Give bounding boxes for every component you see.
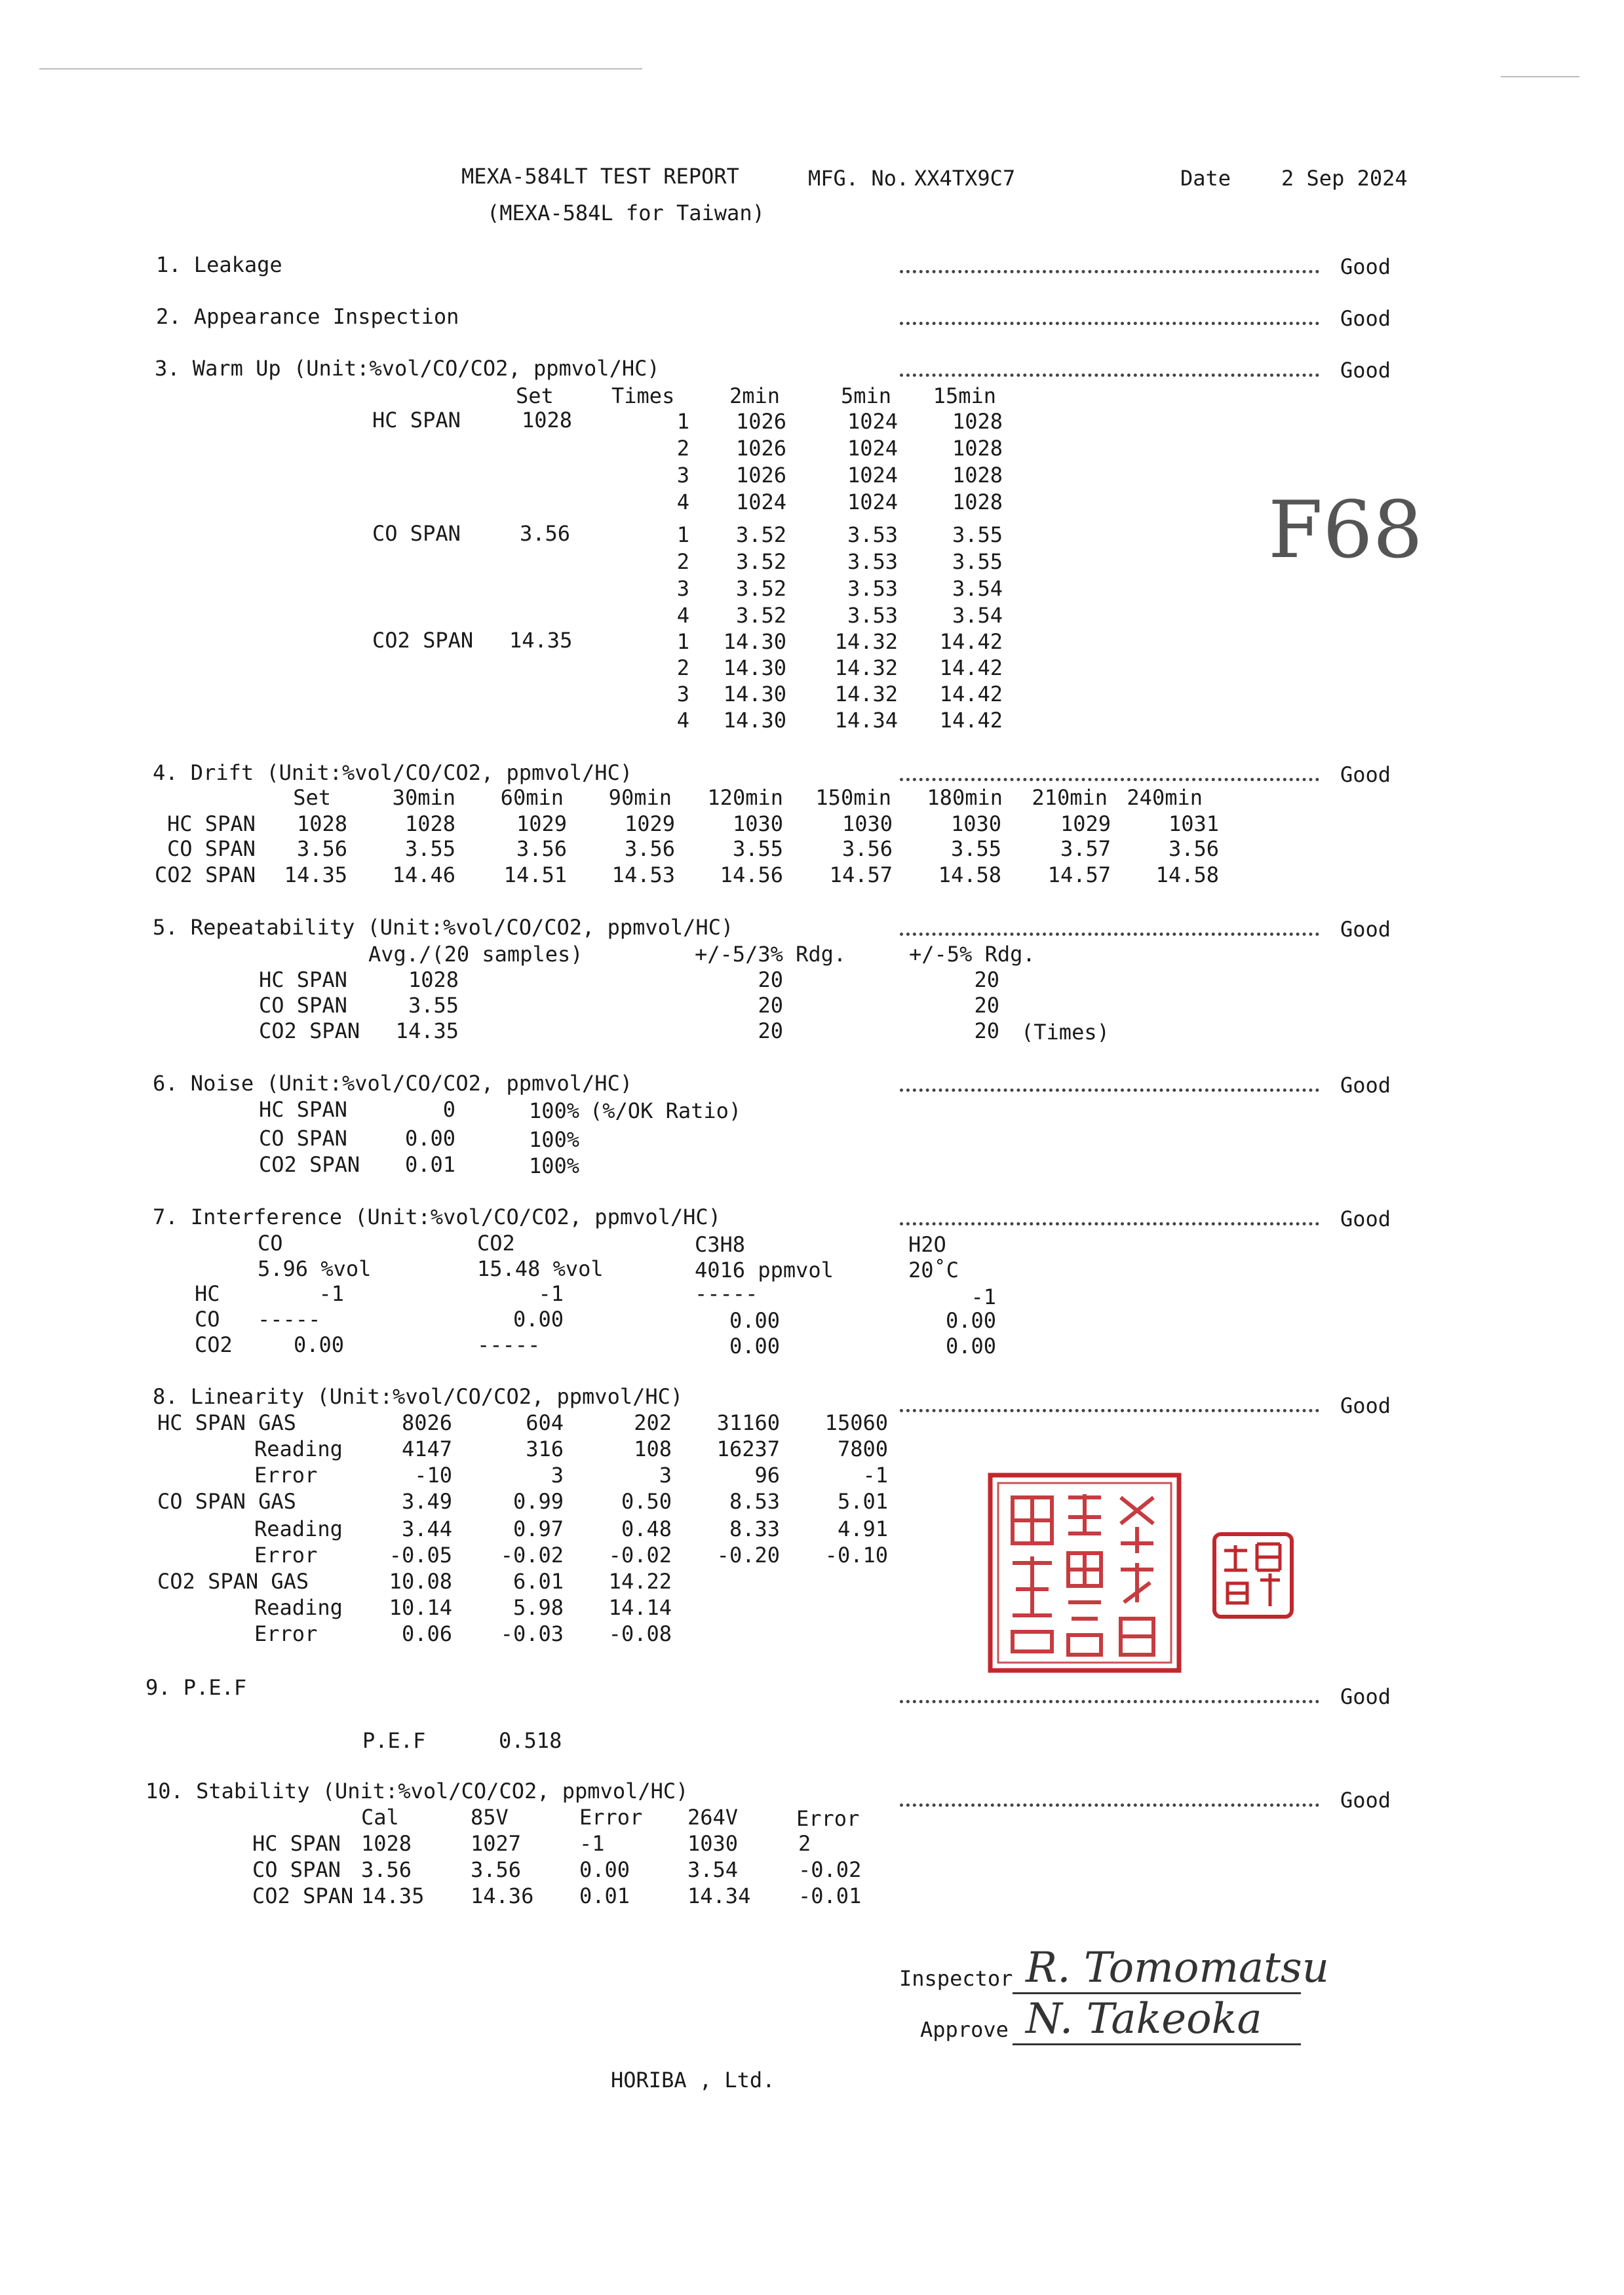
drift-header-cell: Set bbox=[293, 785, 331, 810]
value-cell: 3.52 bbox=[735, 576, 786, 601]
interf-cell: -1 bbox=[319, 1281, 344, 1306]
lin-cell: 0.50 bbox=[621, 1489, 672, 1514]
value-cell: 3.53 bbox=[847, 549, 898, 574]
lin-cell: 3.49 bbox=[401, 1489, 452, 1514]
dotted-leader bbox=[900, 1700, 1319, 1703]
dotted-leader bbox=[900, 933, 1319, 936]
stab-cell: -0.01 bbox=[798, 1883, 862, 1908]
drift-cell: 3.55 bbox=[950, 836, 1001, 861]
dotted-leader bbox=[900, 1803, 1319, 1807]
lin-cell: 8.53 bbox=[729, 1489, 780, 1514]
approver-signature-line bbox=[1013, 2043, 1301, 2045]
pef-label: P.E.F bbox=[362, 1728, 426, 1753]
report-title: MEXA-584LT TEST REPORT bbox=[461, 164, 739, 189]
error-label: Error bbox=[254, 1543, 318, 1568]
drift-cell: 1029 bbox=[1060, 811, 1111, 836]
noise-ratio: 100% bbox=[529, 1127, 580, 1152]
stab-cell: 2 bbox=[798, 1831, 811, 1856]
warmup-co2-span-label: CO2 SPAN bbox=[372, 628, 474, 653]
value-cell: 1024 bbox=[847, 490, 898, 514]
lin-cell: 5.01 bbox=[837, 1489, 888, 1514]
repeat-b: 20 bbox=[974, 967, 999, 992]
noise-row-label: CO2 SPAN bbox=[259, 1152, 360, 1177]
warmup-co-span-label: CO SPAN bbox=[372, 521, 461, 546]
repeat-a: 20 bbox=[758, 967, 783, 992]
lin-cell: -1 bbox=[862, 1463, 888, 1488]
warmup-co-set: 3.56 bbox=[520, 521, 571, 546]
value-cell: 14.42 bbox=[939, 629, 1003, 654]
value-cell: 3.52 bbox=[735, 522, 786, 547]
error-label: Error bbox=[254, 1463, 318, 1488]
drift-cell: 3.56 bbox=[516, 836, 567, 861]
noise-row-label: HC SPAN bbox=[259, 1097, 347, 1122]
drift-cell: 14.46 bbox=[392, 862, 455, 887]
interf-cell: 0.00 bbox=[945, 1308, 996, 1333]
lin-cell: -10 bbox=[414, 1463, 452, 1488]
result-good: Good bbox=[1340, 358, 1391, 383]
drift-cell: 1028 bbox=[404, 811, 455, 836]
lin-cell: 604 bbox=[526, 1410, 564, 1435]
stab-cell: 14.36 bbox=[471, 1883, 534, 1908]
section-appearance-title: 2. Appearance Inspection bbox=[156, 304, 459, 329]
linearity-block-label: CO2 SPAN GAS bbox=[157, 1569, 309, 1594]
drift-row-label: HC SPAN bbox=[167, 811, 256, 836]
interf-cell: 0.00 bbox=[512, 1307, 564, 1332]
lin-cell: 96 bbox=[754, 1463, 780, 1488]
drift-cell: 1029 bbox=[516, 811, 567, 836]
times-cell: 1 bbox=[676, 629, 689, 654]
lin-cell: 14.22 bbox=[608, 1569, 672, 1594]
result-good: Good bbox=[1340, 762, 1391, 787]
scan-artifact-top-right bbox=[1501, 76, 1579, 77]
interf-conc-c3h8: 4016 ppmvol bbox=[695, 1258, 834, 1282]
lin-cell: 3 bbox=[551, 1463, 564, 1488]
lin-cell: 5.98 bbox=[512, 1595, 564, 1620]
lin-cell: 108 bbox=[634, 1437, 672, 1461]
noise-value: 0.00 bbox=[404, 1126, 455, 1151]
personal-seal bbox=[1211, 1531, 1295, 1620]
stab-header-cell: Error bbox=[579, 1805, 643, 1830]
interf-conc-co: 5.96 %vol bbox=[258, 1256, 372, 1281]
value-cell: 1028 bbox=[952, 463, 1003, 488]
company-footer: HORIBA , Ltd. bbox=[611, 2068, 775, 2092]
drift-cell: 3.56 bbox=[624, 836, 675, 861]
value-cell: 1024 bbox=[847, 436, 898, 461]
drift-cell: 14.57 bbox=[829, 862, 893, 887]
lin-cell: -0.02 bbox=[608, 1543, 672, 1568]
reading-label: Reading bbox=[254, 1516, 343, 1541]
stab-header-cell: Cal bbox=[361, 1805, 399, 1830]
stab-cell: 0.01 bbox=[579, 1883, 630, 1908]
result-good: Good bbox=[1340, 1684, 1391, 1709]
interf-gas-co2: CO2 bbox=[477, 1231, 515, 1256]
drift-header-cell: 120min bbox=[707, 785, 783, 810]
drift-cell: 14.58 bbox=[938, 862, 1001, 887]
stab-cell: 1030 bbox=[687, 1831, 739, 1856]
interf-row-label: HC bbox=[195, 1281, 220, 1306]
drift-cell: 14.35 bbox=[284, 862, 347, 887]
lin-cell: 7800 bbox=[837, 1437, 888, 1461]
times-cell: 3 bbox=[676, 576, 689, 601]
value-cell: 3.53 bbox=[847, 603, 898, 628]
stab-header-cell: 85V bbox=[471, 1805, 509, 1830]
date-label: Date bbox=[1180, 166, 1231, 191]
drift-cell: 3.55 bbox=[404, 836, 455, 861]
section-warmup-title: 3. Warm Up (Unit:%vol/CO/CO2, ppmvol/HC) bbox=[155, 356, 660, 381]
drift-cell: 3.57 bbox=[1060, 836, 1111, 861]
value-cell: 14.34 bbox=[834, 708, 898, 733]
value-cell: 1024 bbox=[847, 409, 898, 434]
lin-cell: 0.97 bbox=[512, 1516, 564, 1541]
times-cell: 1 bbox=[676, 522, 689, 547]
noise-value: 0.01 bbox=[404, 1152, 455, 1177]
drift-row-label: CO2 SPAN bbox=[155, 862, 256, 887]
handwritten-note: F68 bbox=[1268, 485, 1423, 576]
repeat-header-5: +/-5% Rdg. bbox=[909, 942, 1035, 967]
section-stability-title: 10. Stability (Unit:%vol/CO/CO2, ppmvol/HC) bbox=[145, 1779, 689, 1803]
value-cell: 14.32 bbox=[834, 682, 898, 706]
stab-cell: 3.54 bbox=[687, 1857, 739, 1882]
result-good: Good bbox=[1340, 254, 1391, 279]
lin-cell: 3.44 bbox=[401, 1516, 452, 1541]
value-cell: 1026 bbox=[735, 463, 786, 488]
section-drift-title: 4. Drift (Unit:%vol/CO/CO2, ppmvol/HC) bbox=[153, 760, 633, 785]
lin-cell: -0.08 bbox=[608, 1621, 672, 1646]
result-good: Good bbox=[1340, 1393, 1391, 1418]
repeat-unit-times: (Times) bbox=[1021, 1020, 1110, 1045]
value-cell: 3.55 bbox=[952, 549, 1003, 574]
drift-cell: 14.58 bbox=[1155, 862, 1219, 887]
lin-cell: 14.14 bbox=[608, 1595, 672, 1620]
lin-cell: 16237 bbox=[716, 1437, 780, 1461]
error-label: Error bbox=[254, 1621, 318, 1646]
drift-cell: 14.53 bbox=[611, 862, 675, 887]
drift-cell: 1030 bbox=[950, 811, 1001, 836]
drift-header-cell: 150min bbox=[815, 785, 891, 810]
interf-cell: ----- bbox=[258, 1307, 321, 1332]
stab-cell: 3.56 bbox=[361, 1857, 412, 1882]
value-cell: 1028 bbox=[952, 436, 1003, 461]
mfg-label: MFG. No. bbox=[808, 166, 910, 191]
approve-label: Approve bbox=[920, 2017, 1009, 2042]
stab-row-label: CO2 SPAN bbox=[252, 1883, 354, 1908]
repeat-a: 20 bbox=[758, 1018, 783, 1043]
inspector-signature-line bbox=[1013, 1992, 1301, 1994]
drift-cell: 3.55 bbox=[732, 836, 783, 861]
reading-label: Reading bbox=[254, 1437, 343, 1461]
stab-cell: 3.56 bbox=[471, 1857, 522, 1882]
drift-cell: 1031 bbox=[1168, 811, 1219, 836]
drift-row-label: CO SPAN bbox=[167, 836, 256, 861]
lin-cell: 8026 bbox=[401, 1410, 452, 1435]
value-cell: 1028 bbox=[952, 490, 1003, 514]
stab-cell: 14.35 bbox=[361, 1883, 425, 1908]
lin-cell: -0.20 bbox=[716, 1543, 780, 1568]
lin-cell: -0.05 bbox=[389, 1543, 452, 1568]
stab-row-label: HC SPAN bbox=[252, 1831, 341, 1856]
times-cell: 4 bbox=[676, 603, 689, 628]
lin-cell: 31160 bbox=[716, 1410, 780, 1435]
value-cell: 3.52 bbox=[735, 549, 786, 574]
value-cell: 14.42 bbox=[939, 708, 1003, 733]
warmup-hc-set: 1028 bbox=[522, 408, 573, 433]
interf-cell: 0.00 bbox=[293, 1332, 344, 1357]
value-cell: 14.30 bbox=[723, 655, 786, 680]
stab-cell: 1028 bbox=[361, 1831, 412, 1856]
interf-gas-co: CO bbox=[258, 1231, 283, 1256]
value-cell: 3.53 bbox=[847, 576, 898, 601]
repeat-row-label: HC SPAN bbox=[259, 967, 347, 992]
value-cell: 3.54 bbox=[952, 576, 1003, 601]
stab-header-cell: 264V bbox=[687, 1805, 739, 1830]
drift-header-cell: 30min bbox=[392, 785, 455, 810]
drift-header-cell: 180min bbox=[927, 785, 1003, 810]
value-cell: 14.30 bbox=[723, 708, 786, 733]
value-cell: 14.30 bbox=[723, 682, 786, 706]
linearity-block-label: CO SPAN GAS bbox=[157, 1489, 296, 1514]
section-leakage-title: 1. Leakage bbox=[156, 252, 282, 277]
stab-row-label: CO SPAN bbox=[252, 1857, 341, 1882]
repeat-avg: 1028 bbox=[408, 967, 459, 992]
value-cell: 3.55 bbox=[952, 522, 1003, 547]
value-cell: 1024 bbox=[735, 490, 786, 514]
value-cell: 1026 bbox=[735, 436, 786, 461]
warmup-header-set: Set bbox=[516, 383, 554, 408]
dotted-leader bbox=[900, 778, 1319, 781]
times-cell: 3 bbox=[676, 463, 689, 488]
drift-header-cell: 90min bbox=[608, 785, 672, 810]
dotted-leader bbox=[900, 1409, 1319, 1412]
repeat-a: 20 bbox=[758, 993, 783, 1018]
drift-cell: 3.56 bbox=[841, 836, 893, 861]
drift-cell: 14.51 bbox=[503, 862, 567, 887]
interf-cell: -1 bbox=[538, 1281, 564, 1306]
repeat-b: 20 bbox=[974, 993, 999, 1018]
section-linearity-title: 8. Linearity (Unit:%vol/CO/CO2, ppmvol/HC) bbox=[153, 1384, 684, 1409]
times-cell: 2 bbox=[676, 549, 689, 574]
stab-cell: 1027 bbox=[471, 1831, 522, 1856]
lin-cell: 4.91 bbox=[837, 1516, 888, 1541]
drift-cell: 3.56 bbox=[296, 836, 347, 861]
warmup-header-5min: 5min bbox=[840, 383, 891, 408]
value-cell: 14.30 bbox=[723, 629, 786, 654]
lin-cell: 8.33 bbox=[729, 1516, 780, 1541]
noise-ratio: 100% bbox=[529, 1098, 580, 1123]
lin-cell: -0.03 bbox=[500, 1621, 564, 1646]
drift-cell: 1030 bbox=[732, 811, 783, 836]
drift-cell: 1029 bbox=[624, 811, 675, 836]
linearity-block-label: HC SPAN GAS bbox=[157, 1410, 296, 1435]
stab-cell: -1 bbox=[579, 1831, 605, 1856]
lin-cell: 10.08 bbox=[389, 1569, 452, 1594]
stab-cell: 0.00 bbox=[579, 1857, 630, 1882]
repeat-avg: 3.55 bbox=[408, 993, 459, 1018]
times-cell: 2 bbox=[676, 655, 689, 680]
approver-signature: N. Takeoka bbox=[1026, 1995, 1262, 2043]
times-cell: 3 bbox=[676, 682, 689, 706]
times-cell: 1 bbox=[676, 409, 689, 434]
result-good: Good bbox=[1340, 917, 1391, 942]
noise-value: 0 bbox=[442, 1097, 455, 1122]
lin-cell: 6.01 bbox=[512, 1569, 564, 1594]
interf-cell: 0.00 bbox=[729, 1308, 780, 1333]
section-noise-title: 6. Noise (Unit:%vol/CO/CO2, ppmvol/HC) bbox=[153, 1071, 633, 1096]
stab-cell: -0.02 bbox=[798, 1857, 862, 1882]
drift-cell: 1028 bbox=[296, 811, 347, 836]
drift-cell: 14.56 bbox=[720, 862, 783, 887]
value-cell: 1028 bbox=[952, 409, 1003, 434]
interf-conc-h2o: 20˚C bbox=[908, 1258, 959, 1282]
value-cell: 3.54 bbox=[952, 603, 1003, 628]
times-cell: 4 bbox=[676, 708, 689, 733]
dotted-leader bbox=[900, 270, 1319, 273]
noise-row-label: CO SPAN bbox=[259, 1126, 347, 1151]
interf-cell: ----- bbox=[477, 1332, 541, 1357]
warmup-header-2min: 2min bbox=[729, 383, 780, 408]
noise-unit: (%/OK Ratio) bbox=[590, 1098, 742, 1123]
value-cell: 14.42 bbox=[939, 682, 1003, 706]
lin-cell: 3 bbox=[659, 1463, 672, 1488]
interf-cell: 0.00 bbox=[729, 1334, 780, 1359]
interf-cell: -1 bbox=[971, 1284, 996, 1309]
lin-cell: 0.06 bbox=[401, 1621, 452, 1646]
scan-artifact-top-left bbox=[39, 68, 642, 69]
interf-gas-h2o: H2O bbox=[908, 1232, 946, 1257]
repeat-row-label: CO SPAN bbox=[259, 993, 347, 1018]
lin-cell: -0.10 bbox=[824, 1543, 888, 1568]
interf-cell: ----- bbox=[695, 1281, 758, 1306]
interf-row-label: CO bbox=[195, 1307, 220, 1332]
value-cell: 14.32 bbox=[834, 629, 898, 654]
drift-header-cell: 240min bbox=[1127, 785, 1203, 810]
interf-gas-c3h8: C3H8 bbox=[695, 1232, 746, 1257]
lin-cell: 4147 bbox=[401, 1437, 452, 1461]
interf-conc-co2: 15.48 %vol bbox=[477, 1256, 604, 1281]
drift-cell: 3.56 bbox=[1168, 836, 1219, 861]
inspector-label: Inspector bbox=[899, 1966, 1013, 1991]
result-good: Good bbox=[1340, 306, 1391, 331]
repeat-row-label: CO2 SPAN bbox=[259, 1018, 360, 1043]
pef-value: 0.518 bbox=[499, 1728, 562, 1753]
value-cell: 14.32 bbox=[834, 655, 898, 680]
stab-cell: 14.34 bbox=[687, 1883, 751, 1908]
lin-cell: 0.99 bbox=[512, 1489, 564, 1514]
warmup-header-times: Times bbox=[611, 383, 675, 408]
repeat-b: 20 bbox=[974, 1018, 999, 1043]
dotted-leader bbox=[900, 374, 1319, 377]
result-good: Good bbox=[1340, 1073, 1391, 1098]
date-value: 2 Sep 2024 bbox=[1281, 166, 1408, 191]
drift-cell: 14.57 bbox=[1047, 862, 1111, 887]
result-good: Good bbox=[1340, 1206, 1391, 1231]
lin-cell: 10.14 bbox=[389, 1595, 452, 1620]
stab-header-cell: Error bbox=[796, 1806, 860, 1831]
value-cell: 1026 bbox=[735, 409, 786, 434]
inspector-signature: R. Tomomatsu bbox=[1026, 1944, 1329, 1992]
value-cell: 3.53 bbox=[847, 522, 898, 547]
dotted-leader bbox=[900, 1222, 1319, 1225]
lin-cell: -0.02 bbox=[500, 1543, 564, 1568]
interf-row-label: CO2 bbox=[195, 1332, 233, 1357]
times-cell: 2 bbox=[676, 436, 689, 461]
interf-cell: 0.00 bbox=[945, 1334, 996, 1359]
reading-label: Reading bbox=[254, 1595, 343, 1620]
repeat-header-avg: Avg./(20 samples) bbox=[368, 942, 583, 967]
repeat-header-53: +/-5/3% Rdg. bbox=[695, 942, 847, 967]
report-subtitle: (MEXA-584L for Taiwan) bbox=[487, 201, 765, 225]
section-pef-title: 9. P.E.F bbox=[145, 1675, 247, 1700]
lin-cell: 0.48 bbox=[621, 1516, 672, 1541]
section-repeatability-title: 5. Repeatability (Unit:%vol/CO/CO2, ppmvol/HC) bbox=[153, 915, 734, 940]
section-interference-title: 7. Interference (Unit:%vol/CO/CO2, ppmvol/HC) bbox=[153, 1205, 721, 1229]
lin-cell: 202 bbox=[634, 1410, 672, 1435]
mfg-number: XX4TX9C7 bbox=[914, 166, 1016, 191]
drift-cell: 1030 bbox=[841, 811, 893, 836]
warmup-hc-span-label: HC SPAN bbox=[372, 408, 461, 433]
result-good: Good bbox=[1340, 1788, 1391, 1813]
warmup-header-15min: 15min bbox=[933, 383, 996, 408]
times-cell: 4 bbox=[676, 490, 689, 514]
drift-header-cell: 210min bbox=[1032, 785, 1108, 810]
warmup-co2-set: 14.35 bbox=[509, 628, 573, 653]
noise-ratio: 100% bbox=[529, 1153, 580, 1178]
drift-header-cell: 60min bbox=[500, 785, 564, 810]
dotted-leader bbox=[900, 322, 1319, 325]
repeat-avg: 14.35 bbox=[395, 1018, 459, 1043]
value-cell: 1024 bbox=[847, 463, 898, 488]
lin-cell: 15060 bbox=[824, 1410, 888, 1435]
value-cell: 14.42 bbox=[939, 655, 1003, 680]
value-cell: 3.52 bbox=[735, 603, 786, 628]
dotted-leader bbox=[900, 1089, 1319, 1092]
lin-cell: 316 bbox=[526, 1437, 564, 1461]
company-seal bbox=[986, 1471, 1183, 1674]
